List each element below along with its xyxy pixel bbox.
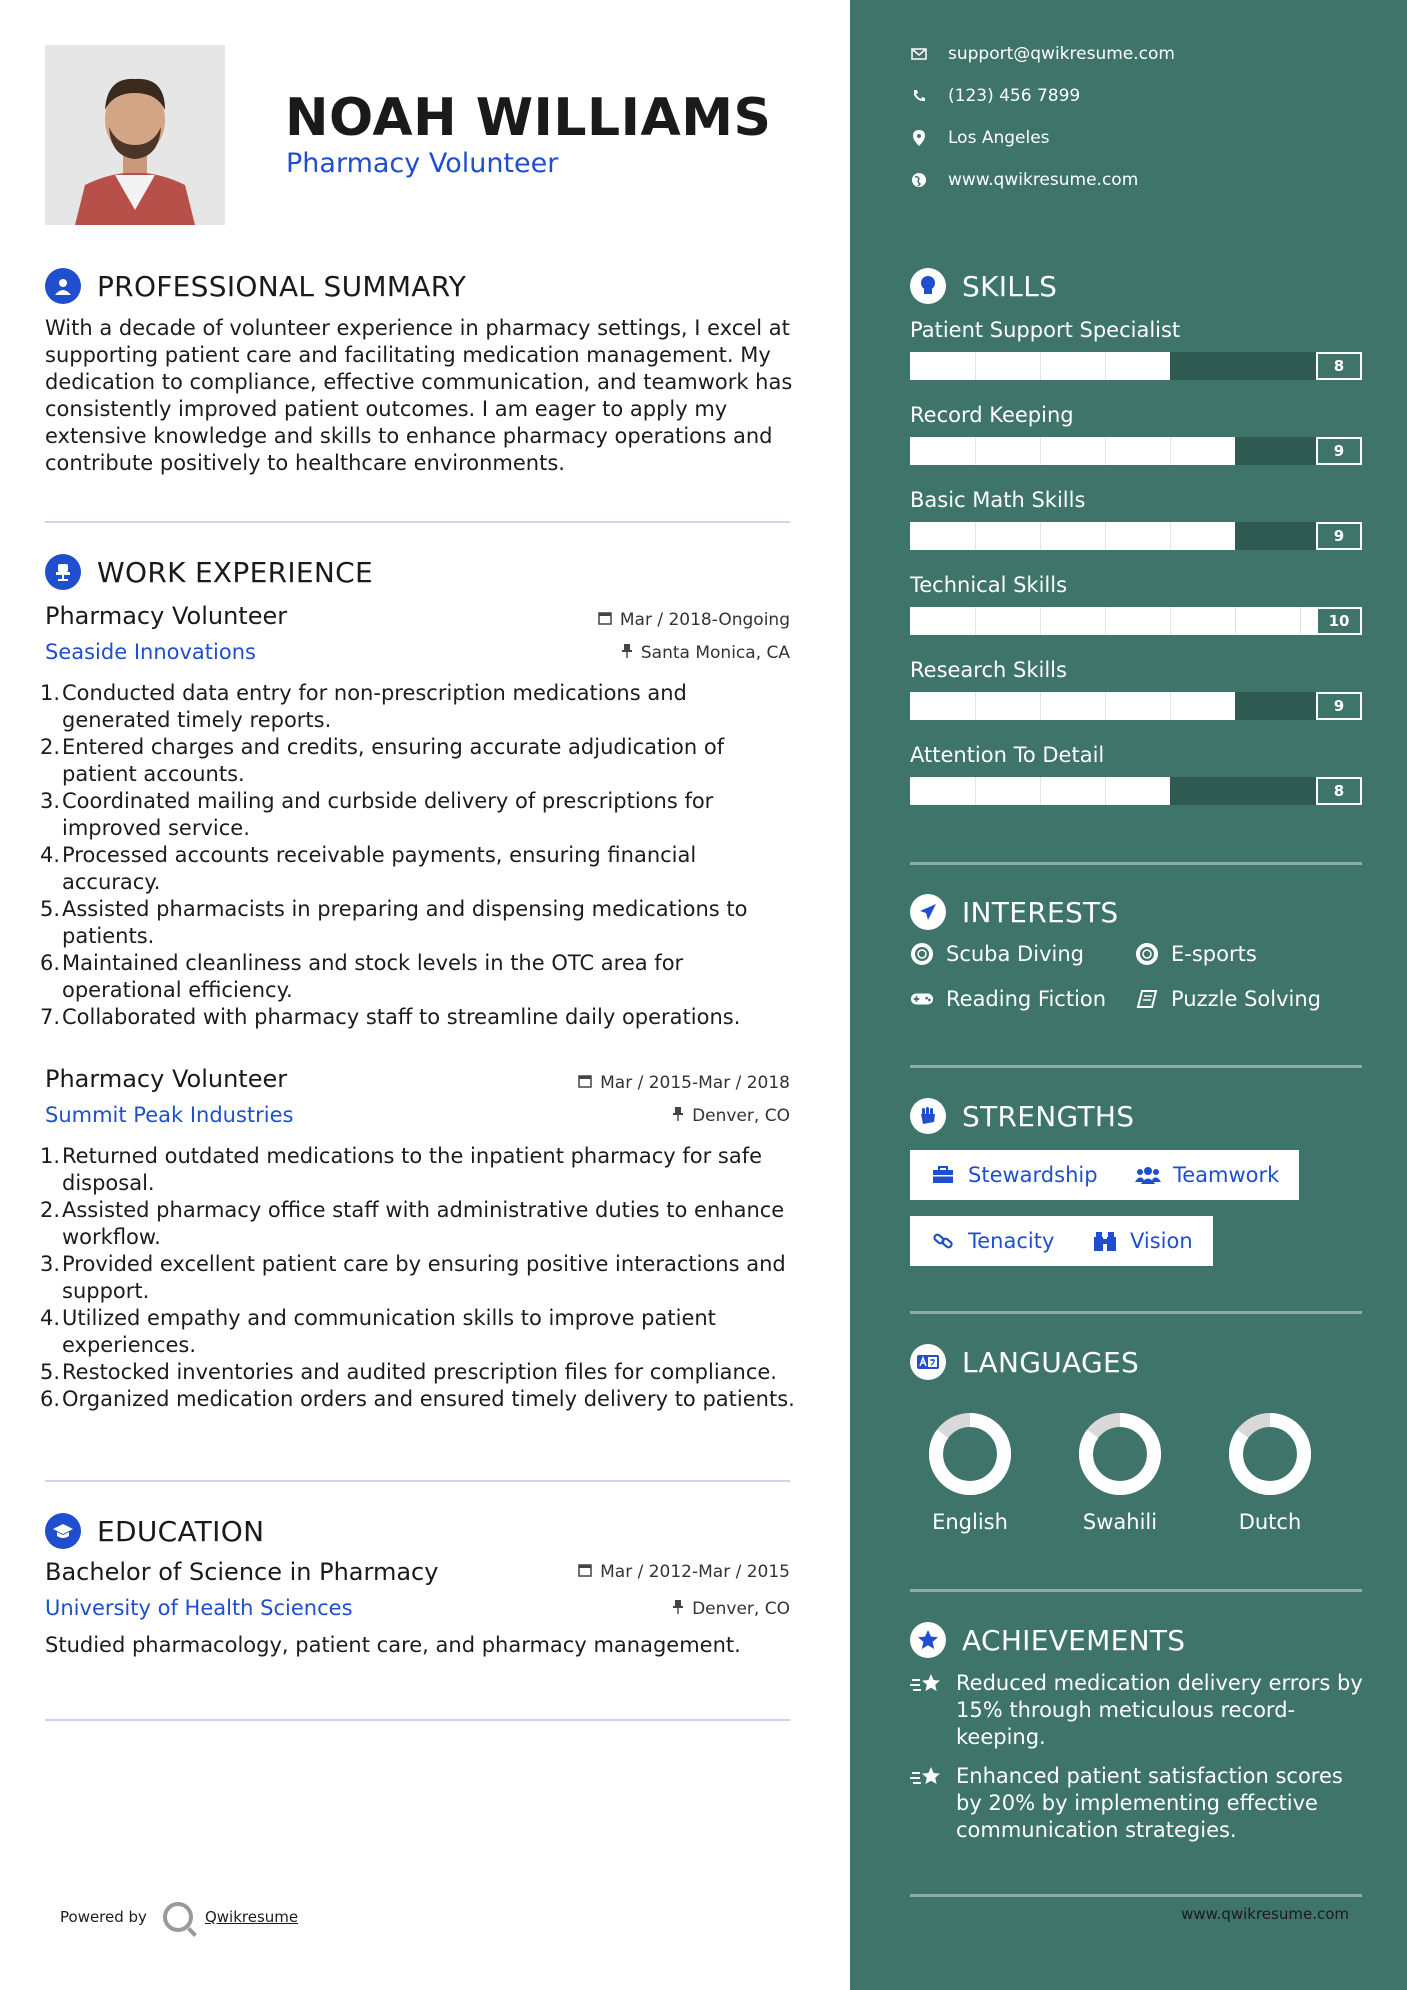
list-item: 3. Coordinated mailing and curbside delivery of prescriptions for improved service.: [40, 789, 714, 840]
lightbulb-icon: [910, 268, 946, 304]
interest-item: [910, 987, 1106, 1011]
languages-title: LANGUAGES: [962, 1345, 1140, 1379]
skill-name: Record Keeping: [910, 403, 1074, 427]
skill-bar-segment: [1105, 522, 1106, 550]
language-label: Swahili: [1082, 1510, 1158, 1534]
job-company: Seaside Innovations: [45, 640, 256, 664]
strength-tag: [1115, 1150, 1299, 1200]
contact-location-text: Los Angeles: [948, 128, 1050, 148]
powered-by-label: Powered by: [60, 1908, 147, 1926]
job-dates-text: Mar / 2015-Mar / 2018: [600, 1073, 790, 1093]
skill-bar-segment: [1105, 607, 1106, 635]
strength-tag: [910, 1216, 1074, 1266]
strength-tag: [910, 1150, 1118, 1200]
education-dates-text: Mar / 2012-Mar / 2015: [600, 1562, 790, 1582]
divider: [910, 862, 1362, 865]
divider: [45, 1480, 790, 1482]
calendar-icon: [578, 1562, 592, 1582]
achievement-item: [910, 1670, 1370, 1751]
job-duties-list: [40, 680, 800, 1031]
job-dates-text: Mar / 2018-Ongoing: [619, 610, 790, 630]
skill-bar-segment: [1105, 352, 1106, 380]
interests-title: INTERESTS: [962, 895, 1119, 929]
skill-bar-segment: [1300, 607, 1301, 635]
gamepad-icon: [910, 987, 934, 1011]
envelope-icon: [910, 45, 928, 63]
strengths-title: STRENGTHS: [962, 1099, 1135, 1133]
strength-label: Vision: [1130, 1229, 1193, 1253]
list-item: 2. Entered charges and credits, ensuring accurate adjudication of patient accounts.: [40, 735, 725, 786]
languages-heading: [910, 1344, 1139, 1380]
language-chart: [1070, 1404, 1170, 1508]
skill-value: 9: [1316, 437, 1362, 465]
skill-bar-segment: [975, 777, 976, 805]
qwikresume-link[interactable]: Qwikresume: [204, 1908, 299, 1926]
contact-email[interactable]: [910, 44, 1175, 64]
experience-title: WORK EXPERIENCE: [97, 555, 373, 589]
lifebuoy-icon: [1135, 942, 1159, 966]
job-title: Pharmacy Volunteer: [45, 602, 288, 630]
strength-label: Teamwork: [1173, 1163, 1280, 1187]
language-chart: [1220, 1404, 1320, 1508]
education-description: Studied pharmacology, patient care, and pharmacy management.: [45, 1633, 741, 1657]
list-item: 2. Assisted pharmacy office staff with administrative duties to enhance workflow.: [40, 1198, 785, 1249]
job-location: [621, 643, 790, 663]
degree-title: Bachelor of Science in Pharmacy: [45, 1558, 439, 1586]
contact-email-text: support@qwikresume.com: [948, 44, 1175, 64]
achievement-item: [910, 1763, 1370, 1844]
map-marker-icon: [910, 129, 928, 147]
school-name: University of Health Sciences: [45, 1596, 353, 1620]
achievement-text: Enhanced patient satisfaction scores by 20% by implementing effective communication strategies.: [956, 1764, 1343, 1842]
skill-bar-segment: [1040, 607, 1041, 635]
skills-title: SKILLS: [962, 269, 1058, 303]
skill-value: 10: [1316, 607, 1362, 635]
pin-icon: [672, 1599, 684, 1619]
binoculars-icon: [1092, 1228, 1118, 1254]
education-dates: [578, 1562, 790, 1582]
fist-icon: [910, 1098, 946, 1134]
job-location-text: Santa Monica, CA: [640, 643, 790, 663]
skill-bar: [910, 437, 1362, 465]
language-label: English: [932, 1510, 1008, 1534]
list-item: 6. Organized medication orders and ensured timely delivery to patients.: [40, 1387, 795, 1411]
skill-bar-segment: [1170, 607, 1171, 635]
list-item: 4. Processed accounts receivable payments, ensuring financial accuracy.: [40, 843, 697, 894]
strength-label: Tenacity: [968, 1229, 1055, 1253]
skill-bar-fill: [910, 522, 1235, 550]
skills-heading: [910, 268, 1057, 304]
skill-bar-segment: [1105, 437, 1106, 465]
summary-heading: [45, 268, 466, 304]
list-item: 6. Maintained cleanliness and stock levels in the OTC area for operational efficiency.: [40, 951, 684, 1002]
interest-label: Scuba Diving: [946, 942, 1084, 966]
divider: [910, 1589, 1362, 1592]
divider: [910, 1311, 1362, 1314]
link-icon: [930, 1228, 956, 1254]
job-dates: [598, 610, 790, 630]
achievement-text: Reduced medication delivery errors by 15% through meticulous record-keeping.: [956, 1671, 1363, 1749]
interest-item: [1135, 987, 1321, 1011]
shooting-star-icon: [910, 1765, 944, 1844]
skill-bar-segment: [1040, 522, 1041, 550]
powered-by: [60, 1902, 298, 1932]
interest-label: E-sports: [1171, 942, 1257, 966]
skill-bar-segment: [1235, 607, 1236, 635]
qwikresume-logo-icon: [163, 1902, 193, 1932]
summary-title: PROFESSIONAL SUMMARY: [97, 269, 467, 303]
language-label: Dutch: [1238, 1510, 1302, 1534]
skill-bar-segment: [975, 692, 976, 720]
strengths-heading: [910, 1098, 1134, 1134]
job-location: [672, 1106, 790, 1126]
language-icon: [910, 1344, 946, 1380]
divider: [910, 1065, 1362, 1068]
phone-icon: [910, 87, 928, 105]
paper-plane-icon: [910, 894, 946, 930]
skill-bar-fill: [910, 607, 1362, 635]
strength-label: Stewardship: [968, 1163, 1098, 1187]
candidate-name: NOAH WILLIAMS: [285, 88, 772, 148]
education-location-text: Denver, CO: [692, 1599, 790, 1619]
interest-item: [910, 942, 1084, 966]
skill-bar-segment: [1170, 692, 1171, 720]
job-location-text: Denver, CO: [692, 1106, 790, 1126]
skill-bar-segment: [1105, 692, 1106, 720]
interests-heading: [910, 894, 1119, 930]
briefcase-icon: [930, 1162, 956, 1188]
list-item: 4. Utilized empathy and communication skills to improve patient experiences.: [40, 1306, 716, 1357]
list-item: 5. Restocked inventories and audited prescription files for compliance.: [40, 1360, 777, 1384]
education-title: EDUCATION: [97, 1514, 265, 1548]
skill-name: Research Skills: [910, 658, 1067, 682]
skill-bar: [910, 692, 1362, 720]
job-duties-list: [40, 1143, 800, 1413]
contact-website-text: www.qwikresume.com: [948, 170, 1139, 190]
list-item: 1. Conducted data entry for non-prescription medications and generated timely reports.: [40, 681, 687, 732]
sidebar: [850, 0, 1407, 1990]
divider: [45, 1719, 790, 1721]
candidate-title: Pharmacy Volunteer: [286, 148, 559, 179]
experience-heading: [45, 554, 373, 590]
chair-icon: [45, 554, 81, 590]
skill-bar-segment: [975, 352, 976, 380]
users-icon: [1135, 1162, 1161, 1188]
globe-icon: [910, 171, 928, 189]
strength-tag: [1072, 1216, 1213, 1266]
footer-website[interactable]: www.qwikresume.com: [1181, 1905, 1349, 1923]
contact-phone-text: (123) 456 7899: [948, 86, 1081, 106]
calendar-icon: [578, 1073, 592, 1093]
skill-value: 9: [1316, 522, 1362, 550]
skill-name: Attention To Detail: [910, 743, 1105, 767]
star-badge-icon: [910, 1622, 946, 1658]
book-icon: [1135, 987, 1159, 1011]
skill-bar-segment: [975, 522, 976, 550]
interest-item: [1135, 942, 1257, 966]
language-chart: [920, 1404, 1020, 1508]
skill-bar-segment: [1040, 437, 1041, 465]
skill-bar-segment: [975, 437, 976, 465]
skill-bar-segment: [1170, 522, 1171, 550]
lifebuoy-icon: [910, 942, 934, 966]
job-company: Summit Peak Industries: [45, 1103, 294, 1127]
skill-bar-fill: [910, 437, 1235, 465]
summary-text: With a decade of volunteer experience in pharmacy settings, I excel at supporting patient care and facilitating medication management. My dedication to compliance, effective communication, and teamwork has consistently improved patient outcomes. I am eager to apply my extensive knowledge and skills to enhance pharmacy operations and contribute positively to healthcare environments.: [45, 316, 793, 475]
contact-phone[interactable]: [910, 86, 1080, 106]
shooting-star-icon: [910, 1672, 944, 1751]
skill-bar-segment: [1170, 437, 1171, 465]
calendar-icon: [598, 610, 612, 630]
skill-bar-segment: [1040, 777, 1041, 805]
job-dates: [578, 1073, 790, 1093]
contact-website[interactable]: [910, 170, 1138, 190]
skill-name: Technical Skills: [910, 573, 1068, 597]
list-item: 5. Assisted pharmacists in preparing and dispensing medications to patients.: [40, 897, 748, 948]
skill-bar: [910, 607, 1362, 635]
skill-bar-segment: [975, 607, 976, 635]
job-title: Pharmacy Volunteer: [45, 1065, 288, 1093]
skill-bar-segment: [1105, 777, 1106, 805]
interest-label: Puzzle Solving: [1171, 987, 1321, 1011]
skill-bar: [910, 352, 1362, 380]
user-icon: [45, 268, 81, 304]
skill-bar-segment: [1040, 352, 1041, 380]
list-item: 7. Collaborated with pharmacy staff to streamline daily operations.: [40, 1005, 741, 1029]
divider: [45, 521, 790, 523]
skill-bar-fill: [910, 692, 1235, 720]
list-item: 1. Returned outdated medications to the inpatient pharmacy for safe disposal.: [40, 1144, 763, 1195]
pin-icon: [621, 643, 633, 663]
list-item: 3. Provided excellent patient care by ensuring positive interactions and support.: [40, 1252, 786, 1303]
achievements-title: ACHIEVEMENTS: [962, 1623, 1186, 1657]
skill-bar: [910, 777, 1362, 805]
skill-bar-segment: [1040, 692, 1041, 720]
pin-icon: [672, 1106, 684, 1126]
education-location: [672, 1599, 790, 1619]
contact-location: [910, 128, 1050, 148]
divider: [910, 1894, 1362, 1897]
graduation-icon: [45, 1513, 81, 1549]
achievements-heading: [910, 1622, 1185, 1658]
skill-value: 9: [1316, 692, 1362, 720]
skill-bar: [910, 522, 1362, 550]
interest-label: Reading Fiction: [946, 987, 1107, 1011]
education-heading: [45, 1513, 264, 1549]
skill-name: Patient Support Specialist: [910, 318, 1181, 342]
skill-name: Basic Math Skills: [910, 488, 1086, 512]
skill-value: 8: [1316, 777, 1362, 805]
profile-photo: [45, 45, 225, 225]
skill-value: 8: [1316, 352, 1362, 380]
